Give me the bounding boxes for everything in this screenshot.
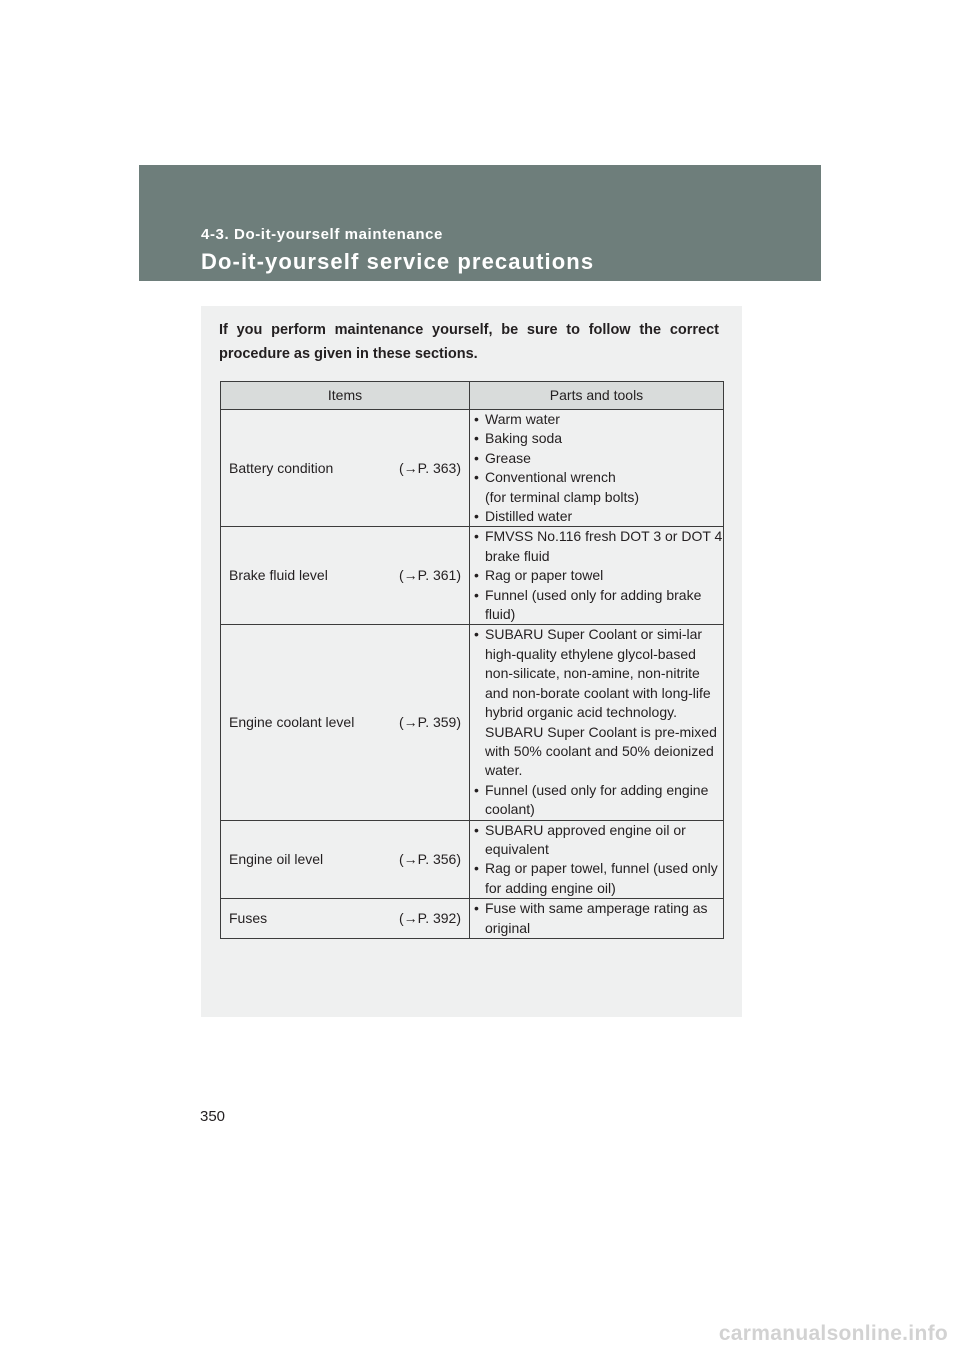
item-name: Fuses <box>229 909 268 926</box>
item-cell <box>221 820 470 899</box>
list-item: • Grease <box>470 449 723 468</box>
page-number: 350 <box>200 1108 226 1125</box>
intro-text: If you perform maintenance yourself, be sure to follow the correct procedure as given in these sections. <box>219 322 719 362</box>
list-item: • Warm water <box>470 410 723 429</box>
item-name: Battery condition <box>229 459 334 476</box>
item-name: Engine oil level <box>229 850 324 867</box>
item-name: Engine coolant level <box>229 713 355 730</box>
tools-list <box>470 899 723 938</box>
tools-cell <box>470 625 724 820</box>
page-reference: (→P. 363) <box>399 459 461 476</box>
content-panel <box>201 306 742 1017</box>
page-reference: (→P. 392) <box>399 909 461 926</box>
list-item: • SUBARU approved engine oil or equivalent <box>470 821 723 860</box>
table-row <box>221 527 724 625</box>
chapter-header <box>139 165 821 281</box>
tools-list <box>470 410 723 526</box>
column-header-parts: Parts and tools <box>470 382 724 410</box>
tools-list <box>470 821 723 899</box>
page-reference: (→P. 359) <box>399 713 461 730</box>
page-reference: (→P. 356) <box>399 850 461 867</box>
list-item: • Fuse with same amperage rating as original <box>470 899 723 938</box>
section-label: 4-3. Do-it-yourself maintenance <box>201 226 443 243</box>
tools-cell <box>470 527 724 625</box>
list-item: • Baking soda <box>470 429 723 448</box>
page-reference: (→P. 361) <box>399 567 461 584</box>
tools-list <box>470 625 723 819</box>
tools-cell <box>470 820 724 899</box>
list-item: • SUBARU Super Coolant or simi-lar high-quality ethylene glycol-based non-silicate, non-amine, non-nitrite and non-borate coolant with long-life hybrid organic acid technology. SUBARU Super Coolant is pre-mixed with 50% coolant and 50% deionized water. <box>470 625 723 780</box>
list-item: • Funnel (used only for adding brake fluid) <box>470 586 723 625</box>
column-header-items: Items <box>221 382 470 410</box>
item-cell <box>221 527 470 625</box>
item-cell <box>221 625 470 820</box>
tools-cell <box>470 410 724 527</box>
tools-cell <box>470 899 724 939</box>
tools-list <box>470 527 723 624</box>
list-item: • Rag or paper towel <box>470 566 723 585</box>
table-row <box>221 820 724 899</box>
parts-table <box>220 381 724 939</box>
item-name: Brake fluid level <box>229 567 328 584</box>
table-header-row <box>221 382 724 410</box>
list-item: • Conventional wrench (for terminal clamp bolts) <box>470 468 723 507</box>
list-item: • Distilled water <box>470 507 723 526</box>
page-title: Do-it-yourself service precautions <box>201 249 595 274</box>
list-item: • Rag or paper towel, funnel (used only for adding engine oil) <box>470 859 723 898</box>
table-row <box>221 625 724 820</box>
item-cell <box>221 899 470 939</box>
list-item: • Funnel (used only for adding engine coolant) <box>470 781 723 820</box>
table-row <box>221 899 724 939</box>
list-item: • FMVSS No.116 fresh DOT 3 or DOT 4 brake fluid <box>470 527 723 566</box>
watermark-text[interactable]: carmanualsonline.info <box>718 1322 948 1345</box>
item-cell <box>221 410 470 527</box>
list-item-note: SUBARU Super Coolant is pre-mixed with 50% coolant and 50% deionized water. <box>485 723 717 779</box>
table-row <box>221 410 724 527</box>
list-item-note: (for terminal clamp bolts) <box>485 488 640 505</box>
